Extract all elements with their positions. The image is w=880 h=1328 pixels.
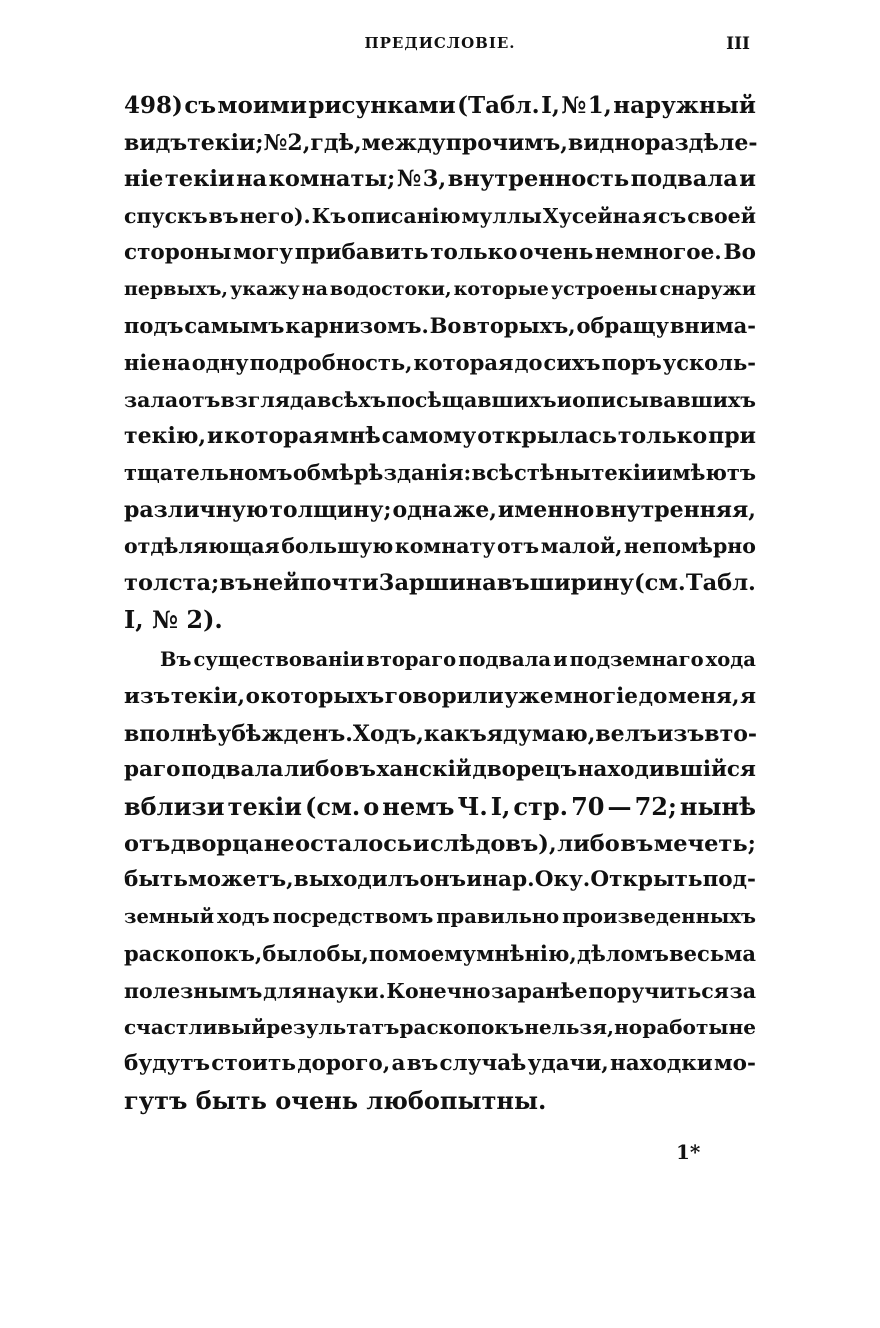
text-line (124, 789, 756, 826)
word: результатъ (266, 1015, 400, 1040)
word: 3 (378, 569, 395, 596)
word: полезнымъ (124, 978, 263, 1003)
word: которыхъ (260, 684, 385, 709)
word: толста; (124, 569, 220, 596)
word: текіи; (187, 129, 264, 156)
word: р. (512, 867, 535, 893)
word: велъ (595, 720, 658, 747)
page-number: III (726, 34, 750, 54)
word: счастливый (124, 1015, 267, 1040)
word: нынѣ (679, 792, 756, 822)
word: раздѣле- (645, 129, 758, 156)
word: меня, (667, 684, 740, 709)
text-line (124, 308, 756, 345)
word: мечеть; (653, 830, 756, 857)
word: снаружи (659, 278, 756, 301)
word: комнаты; (268, 166, 396, 193)
word: на (482, 867, 512, 893)
word: моими (217, 92, 307, 119)
word: текіи (591, 459, 657, 485)
text-line (124, 565, 756, 602)
word: аршина (394, 569, 497, 596)
word: же, (453, 496, 497, 523)
word: внутренняя, (595, 496, 756, 523)
word: существованіи (193, 648, 365, 672)
text-line (124, 862, 756, 899)
word: хода (705, 648, 756, 672)
word: толщину; (269, 496, 392, 523)
word: видно (567, 129, 645, 156)
word: онъ (419, 867, 467, 893)
word: слѣдовъ), (429, 830, 557, 857)
word: будутъ (124, 1050, 211, 1076)
word: которая (224, 423, 330, 450)
word: раго (124, 757, 181, 783)
word: зала (124, 387, 179, 412)
word: и (207, 423, 224, 450)
word: до (638, 684, 668, 709)
word: поръ (601, 349, 662, 375)
word: и (739, 166, 756, 193)
word: малой, (540, 534, 623, 559)
word: за (729, 978, 756, 1003)
word: въ (496, 569, 530, 596)
word: отъ (497, 534, 540, 559)
word: Ходъ, (352, 720, 424, 747)
word: подвала (630, 166, 738, 193)
word: открылась (477, 423, 617, 450)
word: дѣломъ (576, 940, 669, 966)
word: подробность, (249, 349, 413, 375)
text-line (124, 528, 756, 565)
word: текіи (164, 166, 235, 193)
word: на (236, 166, 268, 193)
word: комнату (394, 534, 496, 559)
word: водостоки, (329, 278, 452, 301)
word: только (617, 423, 708, 450)
word: о (245, 684, 260, 709)
word: а (391, 1050, 406, 1076)
word: описывавшихъ (572, 387, 756, 412)
text-line (124, 826, 756, 863)
text-line (124, 679, 756, 716)
word: 498) (124, 92, 183, 119)
word: стр. (513, 792, 569, 822)
word: на (161, 349, 191, 375)
word: стѣны (514, 459, 592, 485)
word: Табл. (685, 569, 756, 596)
word: дворецъ (472, 757, 578, 783)
text-line (124, 455, 756, 492)
word: Въ (160, 648, 192, 672)
word: ханскій (376, 757, 472, 783)
word: № (396, 166, 422, 193)
word: вблизи (124, 792, 225, 822)
word: въ (344, 757, 376, 783)
word: карнизомъ. (285, 313, 429, 339)
word: 1, (587, 92, 612, 119)
word: наружный (613, 92, 756, 119)
text-line (124, 716, 756, 753)
word: не (728, 1015, 756, 1040)
word: между (361, 129, 446, 156)
word: стоить (211, 1050, 296, 1076)
word: прибавить (294, 239, 429, 265)
word: ніе (124, 349, 161, 375)
word: вполнѣ (124, 720, 218, 747)
word: одна (392, 496, 453, 523)
word: описанію (347, 204, 461, 229)
word: я (641, 204, 658, 229)
word: текіи (227, 792, 302, 822)
word: въ (219, 569, 253, 596)
word: осталось (295, 830, 413, 857)
word: первыхъ, (124, 278, 229, 301)
word: науки. (307, 978, 386, 1003)
word: № (561, 92, 587, 119)
word: но (614, 1015, 643, 1040)
word: поручиться (588, 978, 729, 1003)
word: № (263, 129, 288, 156)
word: посредствомъ (272, 905, 434, 929)
word: сихъ (543, 349, 601, 375)
word: по (369, 940, 399, 966)
word: мо- (713, 1050, 756, 1076)
word: видъ (124, 129, 188, 156)
word: отдѣляющая (124, 534, 280, 559)
word: внима- (669, 313, 756, 339)
word: рисунками (308, 92, 456, 119)
word: и (412, 830, 430, 857)
word: можетъ, (187, 867, 294, 893)
word: правильно (436, 905, 560, 929)
word: подвала (181, 757, 284, 783)
text-line (124, 418, 756, 455)
text-line (124, 382, 756, 419)
word: очень (519, 239, 594, 265)
word: имѣютъ (656, 459, 756, 485)
word: Хусейна (542, 204, 641, 229)
word: многіе (554, 684, 638, 709)
word: текію, (124, 423, 207, 450)
word: гдѣ, (310, 129, 362, 156)
word: 72; (634, 792, 677, 822)
word: самому (381, 423, 477, 450)
word: подземнаго (569, 648, 704, 672)
word: раскопокъ, (124, 940, 263, 966)
word: говорили (384, 684, 504, 709)
word: всѣхъ (316, 387, 387, 412)
word: ширину (529, 569, 634, 596)
text-line (124, 899, 756, 936)
word: взгляда (220, 387, 317, 412)
word: дорого, (297, 1050, 391, 1076)
word: зданія: (383, 459, 472, 485)
word: различную (124, 496, 269, 523)
word: обмѣрѣ (292, 459, 384, 485)
word: не (263, 830, 295, 857)
word: нельзя, (524, 1015, 614, 1040)
text-line (124, 642, 756, 679)
word: которая (413, 349, 514, 375)
word: (см. (634, 569, 686, 596)
word: находившійся (577, 757, 756, 783)
word: быть (124, 867, 188, 893)
body-text (124, 88, 756, 1119)
word: въ (208, 204, 239, 229)
word: 3, (422, 166, 447, 193)
word: 70 (571, 792, 605, 822)
word: которые (453, 278, 549, 301)
paragraph-2 (124, 642, 756, 1119)
word: спускъ (124, 204, 208, 229)
word: заранѣе (491, 978, 588, 1003)
word: убѣжденъ. (217, 720, 353, 747)
word: либо (557, 830, 620, 857)
word: для (263, 978, 307, 1003)
word: самымъ (184, 313, 285, 339)
word: I, (490, 792, 511, 822)
word: весьма (669, 940, 756, 966)
word: какъ (423, 720, 487, 747)
text-line (124, 1009, 756, 1046)
word: я (740, 684, 756, 709)
word: него). (239, 204, 311, 229)
word: раскопокъ (399, 1015, 525, 1040)
word: до (514, 349, 543, 375)
word: въ (406, 1050, 439, 1076)
word: работы (642, 1015, 729, 1040)
word: Открыть (590, 867, 703, 893)
text-line: гутъ быть очень любопытны. (124, 1085, 547, 1115)
word: вто- (704, 720, 758, 747)
word: и (556, 387, 572, 412)
word: всѣ (471, 459, 514, 485)
word: вторыхъ, (462, 313, 576, 339)
paragraph-1 (124, 88, 756, 638)
word: мнѣ (330, 423, 381, 450)
word: и (466, 867, 483, 893)
text-line (124, 88, 756, 125)
word: дворца (170, 830, 264, 857)
word: удачи, (527, 1050, 609, 1076)
word: непомѣрно (624, 534, 756, 559)
text-line (124, 271, 756, 308)
word: подъ (124, 313, 184, 339)
word: устроены (550, 278, 658, 301)
word: либо (284, 757, 344, 783)
word: посѣщавшихъ (386, 387, 557, 412)
word: только (430, 239, 518, 265)
word: въ (620, 830, 654, 857)
word: ніе (124, 166, 164, 193)
word: (Табл. (457, 92, 540, 119)
word: отъ (124, 830, 171, 857)
word: было (262, 940, 327, 966)
word: Во (429, 313, 462, 339)
word: под- (702, 867, 756, 893)
signature-mark: 1* (676, 1140, 701, 1164)
word: Къ (311, 204, 347, 229)
word: уже (504, 684, 554, 709)
word: Оку. (534, 867, 591, 893)
word: Ч. (457, 792, 488, 822)
word: ней (252, 569, 300, 596)
word: укажу (230, 278, 300, 301)
word: о (363, 792, 380, 822)
word: своей (687, 204, 756, 229)
word: Во (723, 239, 756, 265)
word: могу (233, 239, 294, 265)
text-line (124, 198, 756, 235)
word: Конечно (386, 978, 491, 1003)
running-title: ПРЕДИСЛОВІЕ. (364, 34, 516, 52)
word: съ (184, 92, 217, 119)
word: I, (541, 92, 560, 119)
word: одну (191, 349, 249, 375)
word: случаѣ (439, 1050, 527, 1076)
word: при (708, 423, 756, 450)
word: находки (610, 1050, 713, 1076)
word: почти (300, 569, 379, 596)
word: (см. (305, 792, 361, 822)
word: немъ (382, 792, 455, 822)
word: отъ (178, 387, 221, 412)
text-line (124, 235, 756, 272)
word: ходъ (217, 905, 270, 929)
text-line (124, 161, 756, 198)
word: подвала (458, 648, 552, 672)
word: внутренность (447, 166, 630, 193)
word: немногое. (594, 239, 722, 265)
text-line (124, 752, 756, 789)
word: стороны (124, 239, 232, 265)
word: именно (497, 496, 595, 523)
word: текіи, (170, 684, 245, 709)
word: выходилъ (293, 867, 420, 893)
text-line (124, 345, 756, 382)
word: тщательномъ (124, 459, 293, 485)
word: земный (124, 905, 215, 929)
word: моему (398, 940, 476, 966)
word: большую (281, 534, 394, 559)
word: муллы (461, 204, 542, 229)
word: изъ (124, 684, 171, 709)
text-line (124, 492, 756, 529)
page-header (124, 34, 756, 60)
word: обращу (576, 313, 669, 339)
word: 2, (287, 129, 311, 156)
word: усколь- (662, 349, 756, 375)
word: я (486, 720, 504, 747)
text-line (124, 973, 756, 1010)
word: втораго (366, 648, 457, 672)
text-line: I, № 2). (124, 604, 223, 634)
word: мнѣнію, (476, 940, 577, 966)
word: съ (658, 204, 687, 229)
word: думаю, (503, 720, 596, 747)
word: произведенныхъ (562, 905, 756, 929)
word: и (553, 648, 568, 672)
word: изъ (657, 720, 705, 747)
text-line (124, 1046, 756, 1083)
text-line (124, 936, 756, 973)
text-line (124, 125, 756, 162)
word: бы, (326, 940, 369, 966)
word: прочимъ, (445, 129, 568, 156)
word: на (301, 278, 328, 301)
word: — (607, 792, 632, 822)
